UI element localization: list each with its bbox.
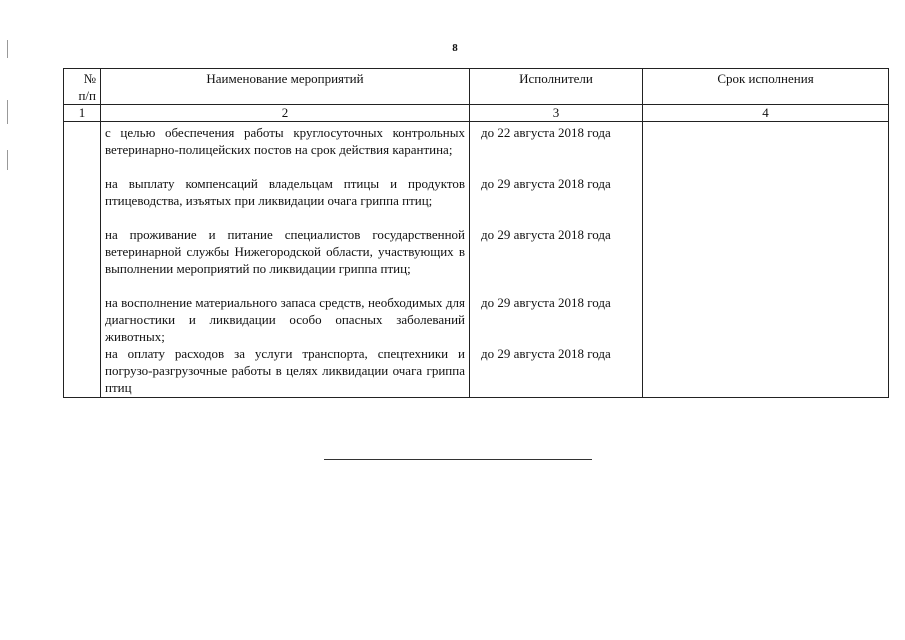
executor-date: до 29 августа 2018 года [481,227,611,242]
margin-mark-mid [7,100,8,124]
executor-date: до 29 августа 2018 года [481,346,611,361]
measures-table [63,68,889,398]
header-number [64,69,101,105]
page-number: 8 [452,42,458,54]
table-header-row [64,69,889,105]
end-separator-line [324,459,592,460]
index-cell-1: 1 [64,105,101,122]
index-cell-4: 4 [643,105,889,122]
measures-cell [101,122,470,398]
number-cell [64,122,101,398]
header-number-sign: № [83,71,96,86]
measure-item: с целью обеспечения работы круглосуточных контрольных ветеринарно-полицейских постов на срок действия карантина; [105,125,465,157]
margin-mark-low [7,150,8,170]
index-cell-2: 2 [101,105,470,122]
executor-date: до 22 августа 2018 года [481,125,611,140]
header-number-abbr: п/п [78,88,96,103]
table-index-row [64,105,889,122]
header-deadline: Срок исполнения [643,69,889,105]
header-executors: Исполнители [470,69,643,105]
header-name: Наименование мероприятий [101,69,470,105]
margin-mark-top [7,40,8,58]
executor-date: до 29 августа 2018 года [481,295,611,310]
executor-date: до 29 августа 2018 года [481,176,611,191]
deadline-cell [643,122,889,398]
measure-item: на выплату компенсаций владельцам птицы и продуктов птицеводства, изъятых при ликвидации очага гриппа птиц; [105,176,465,208]
index-cell-3: 3 [470,105,643,122]
measure-item: на проживание и питание специалистов государственной ветеринарной службы Нижегородской области, участвующих в выполнении мероприятий по ликвидации гриппа птиц; [105,227,465,276]
table-row [64,122,889,398]
executors-cell [470,122,643,398]
measure-item: на восполнение материального запаса средств, необходимых для диагностики и ликвидации особо опасных заболеваний животных; [105,295,465,344]
measure-item: на оплату расходов за услуги транспорта, спецтехники и погрузо-разгрузочные работы в целях ликвидации очага гриппа птиц [105,346,465,395]
